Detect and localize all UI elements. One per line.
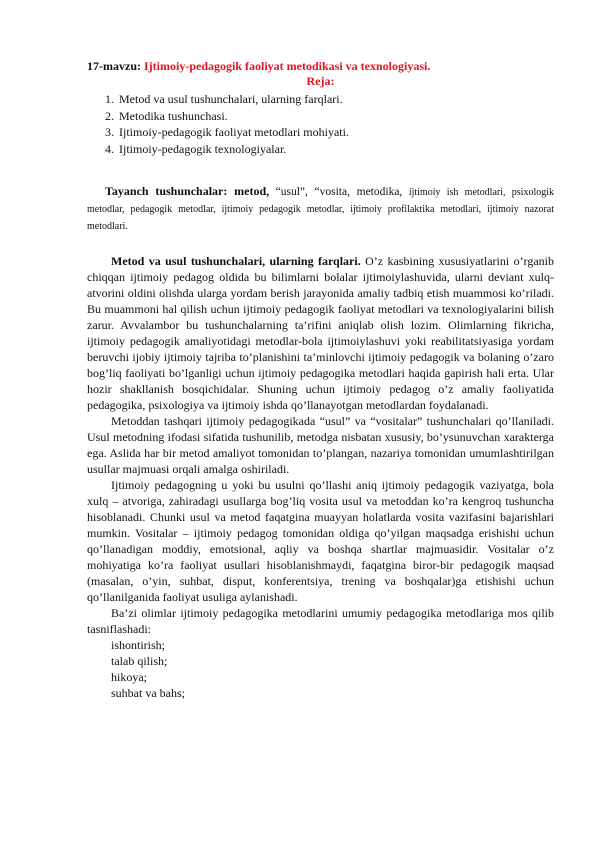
method-type-item: suhbat va bahs;: [111, 686, 185, 700]
method-type-item: talab qilish;: [111, 654, 168, 668]
key-concepts-list: ijtimoiy ish metodlari, psixologik metodlar, pedagogik metodlar, ijtimoiy pedagogik metodlar, ijtimoiy profilaktika metodlari, ijtimoiy nazorat metodlari.: [87, 187, 554, 232]
key-concepts-quoted: “usul”, “vosita, metodika,: [275, 186, 403, 198]
method-types-list: [87, 637, 554, 701]
plan-item: 1. Metod va usul tushunchalari, ularning farqlari.: [117, 91, 554, 108]
topic-title: Ijtimoiy-pedagogik faoliyat metodikasi va texnologiyasi.: [144, 59, 431, 73]
body-paragraph: Ijtimoiy pedagogning u yoki bu usulni qo’llashi aniq ijtimoiy pedagogik vaziyatga, bola xulq – atvoriga, zahiradagi usullarga bog’liq vosita usul va metoddan ko’ra kengroq tushuncha hisoblanadi. Chunki usul va metod faqatgina muayyan holatlarda vosita vazifasini bajarishlari mumkin. Vositalar – ijtimoiy pedagog tomonidan oldiga qo’yilgan maqsadga erishishi uchun qo’llanadigan moddiy, emotsional, aqliy va boshqa shartlar majmuasidir. Vositalar o’z mohiyatiga ko’ra faoliyat usullari hisoblanishmaydi, faqatgina biror-bir pedagogik maqsad (masalan, o’yin, suhbat, disput, konferentsiya, trening va boshqalar)ga etishishi uchun qo’llanilganida faoliyat usuliga aylanishadi.: [87, 478, 554, 604]
topic-heading: [87, 59, 554, 74]
section-paragraph: [87, 253, 554, 413]
topic-number: 17-mavzu:: [87, 59, 141, 73]
method-type-item: ishontirish;: [111, 638, 166, 652]
plan-item: 3. Ijtimoiy-pedagogik faoliyat metodlari mohiyati.: [117, 124, 554, 141]
body-paragraph: Metoddan tashqari ijtimoiy pedagogikada “usul” va “vositalar” tushunchalari qo’llaniladi. Usul metodning ifodasi sifatida tushunilib, metodga nisbatan xususiy, bo’ysunuvchan xarakterga ega. Aslida har bir metod amaliyot tomonidan to’plangan, nazariya tomonidan umumlashtirilgan usullar majmuasi orqali amalga oshiriladi.: [87, 414, 554, 476]
section-text: O’z kasbining xususiyatlarini o’rganib chiqqan ijtimoiy pedagog oldida bu bilimlarni bolalar ijtimoiylashuvida, ularni deviant xulq-atvorini oldini olishda ularga yordam berish jarayonida amaliy tadbiq etish muammosi ko’riladi. Bu muammoni hal qilish uchun ijtimoiy pedagogik faoliyat metodlari va texnologiyalarini bilish zarur. Avvalambor bu tushunchalarning ta’rifini aniqlab olish lozim. Olimlarning fikricha, ijtimoiy pedagogik amaliyotidagi metodlar-bola ijtimoiylashuvi yoki reabilitatsiyasiga yordam beruvchi ijobiy ijtimoiy tajriba to’planishini ta’minlovchi ijtimoiy pedagogik va bolaning o’zaro bog’liq faoliyati bo’lganligi uchun ijtimoiy pedagogika metodlari haqida gapirish hali erta. Ular hozir shakllanish bosqichidalar. Shuning uchun ijtimoiy pedagog o’z amaliy faoliyatida pedagogika, psixologiya va ijtimoiy ishda qo’llanayotgan metodlardan foydalanadi.: [87, 254, 555, 412]
body-paragraph: Ba’zi olimlar ijtimoiy pedagogika metodlarini umumiy pedagogika metodlariga mos qilib tasniflashadi:: [87, 606, 554, 636]
plan-list: [87, 91, 554, 157]
plan-item: 4. Ijtimoiy-pedagogik texnologiyalar.: [117, 141, 554, 158]
plan-title: Reja:: [306, 74, 335, 88]
key-concepts-label: Tayanch tushunchalar: metod,: [105, 184, 270, 198]
section-lead: Metod va usul tushunchalari, ularning farqlari.: [111, 254, 361, 268]
method-type-item: hikoya;: [111, 670, 147, 684]
document-page: [87, 59, 554, 701]
plan-item: 2. Metodika tushunchasi.: [117, 108, 554, 125]
key-concepts: [87, 183, 554, 235]
